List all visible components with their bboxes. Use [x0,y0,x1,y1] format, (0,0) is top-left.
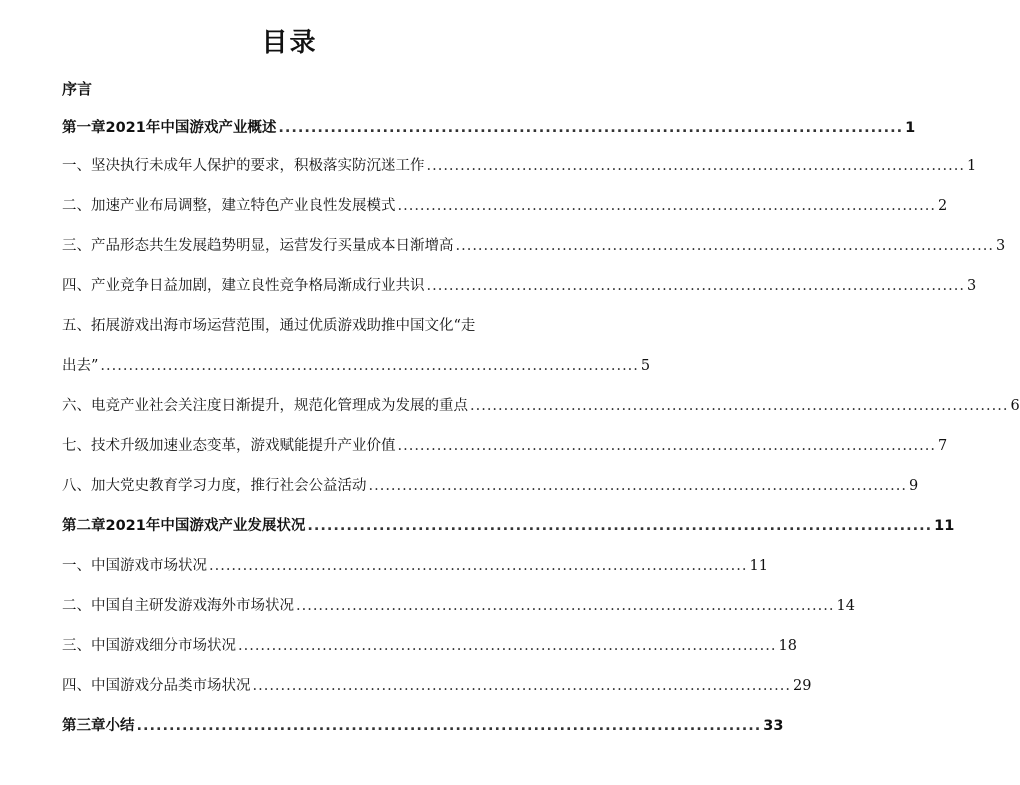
dot-leader: ................................................................................................ [238,638,777,654]
toc-section-1-5-line-1[interactable]: 五、拓展游戏出海市场运营范围，通过优质游戏助推中国文化“走 [62,318,476,334]
toc-section-1-5[interactable] [62,356,651,376]
toc-entry-text: 二、中国自主研发游戏海外市场状况 [62,598,294,614]
toc-section-1-2[interactable] [62,196,948,216]
toc-entry-text: 七、技术升级加速业态变革，游戏赋能提升产业价值 [62,438,396,454]
toc-section-1-4[interactable] [62,276,977,296]
toc-page-number: 5 [640,358,651,374]
toc-entry-text: 六、电竞产业社会关注度日渐提升，规范化管理成为发展的重点 [62,398,468,414]
toc-entry-text: 第一章2021年中国游戏产业概述 [62,120,277,136]
toc-page-number: 1 [966,158,977,174]
dot-leader: ................................................................................................ [296,598,835,614]
toc-page-number: 11 [749,558,768,574]
toc-page-number: 11 [934,518,955,534]
toc-page-number: 9 [908,478,919,494]
dot-leader: ................................................................................................ [278,120,904,136]
toc-page-number: 29 [792,678,812,694]
toc-chapter-2[interactable] [62,516,955,536]
toc-section-1-3[interactable] [62,236,1006,256]
toc-section-1-6[interactable] [62,396,1020,416]
toc-chapter-3[interactable] [62,716,784,736]
toc-page-number: 2 [937,198,948,214]
toc-entry-text: 四、中国游戏分品类市场状况 [62,678,251,694]
dot-leader: ................................................................................................ [368,478,907,494]
toc-section-1-7[interactable] [62,436,948,456]
dot-leader: ................................................................................................ [209,558,748,574]
toc-entry-text: 一、坚决执行未成年人保护的要求，积极落实防沉迷工作 [62,158,425,174]
toc-entry-text: 三、产品形态共生发展趋势明显，运营发行买量成本日渐增高 [62,238,454,254]
dot-leader: ................................................................................................ [426,278,965,294]
toc-page-number: 7 [937,438,948,454]
toc-entry-text: 第三章小结 [62,718,135,734]
dot-leader: ................................................................................................ [100,358,639,374]
dot-leader: ................................................................................................ [397,438,936,454]
toc-section-1-1[interactable] [62,156,977,176]
toc-entry-text: 二、加速产业布局调整，建立特色产业良性发展模式 [62,198,396,214]
toc-page-number: 6 [1010,398,1020,414]
toc-section-1-8[interactable] [62,476,919,496]
dot-leader: ................................................................................................ [397,198,936,214]
toc-section-2-2[interactable] [62,596,855,616]
dot-leader: ................................................................................................ [470,398,1009,414]
toc-section-2-4[interactable] [62,676,812,696]
dot-leader: ................................................................................................ [426,158,965,174]
toc-page-number: 3 [995,238,1006,254]
dot-leader: ................................................................................................ [136,718,762,734]
toc-page-number: 1 [905,120,916,136]
dot-leader: ................................................................................................ [455,238,994,254]
toc-page-number: 14 [836,598,855,614]
toc-entry-text: 四、产业竞争日益加剧，建立良性竞争格局渐成行业共识 [62,278,425,294]
toc-page-number: 33 [763,718,784,734]
dot-leader: ................................................................................................ [307,518,933,534]
dot-leader: ................................................................................................ [252,678,791,694]
toc-entry-text: 第二章2021年中国游戏产业发展状况 [62,518,306,534]
toc-page-number: 3 [966,278,977,294]
toc-entry-text: 三、中国游戏细分市场状况 [62,638,236,654]
toc-page-number: 18 [778,638,797,654]
toc-entry-text: 八、加大党史教育学习力度，推行社会公益活动 [62,478,367,494]
toc-section-2-3[interactable] [62,636,797,656]
page-title: 目录 [261,28,318,58]
toc-preface[interactable]: 序言 [62,80,93,98]
toc-entry-text-continuation: 出去” [62,358,99,374]
toc-section-2-1[interactable] [62,556,768,576]
toc-chapter-1[interactable] [62,118,916,138]
toc-entry-text: 一、中国游戏市场状况 [62,558,207,574]
